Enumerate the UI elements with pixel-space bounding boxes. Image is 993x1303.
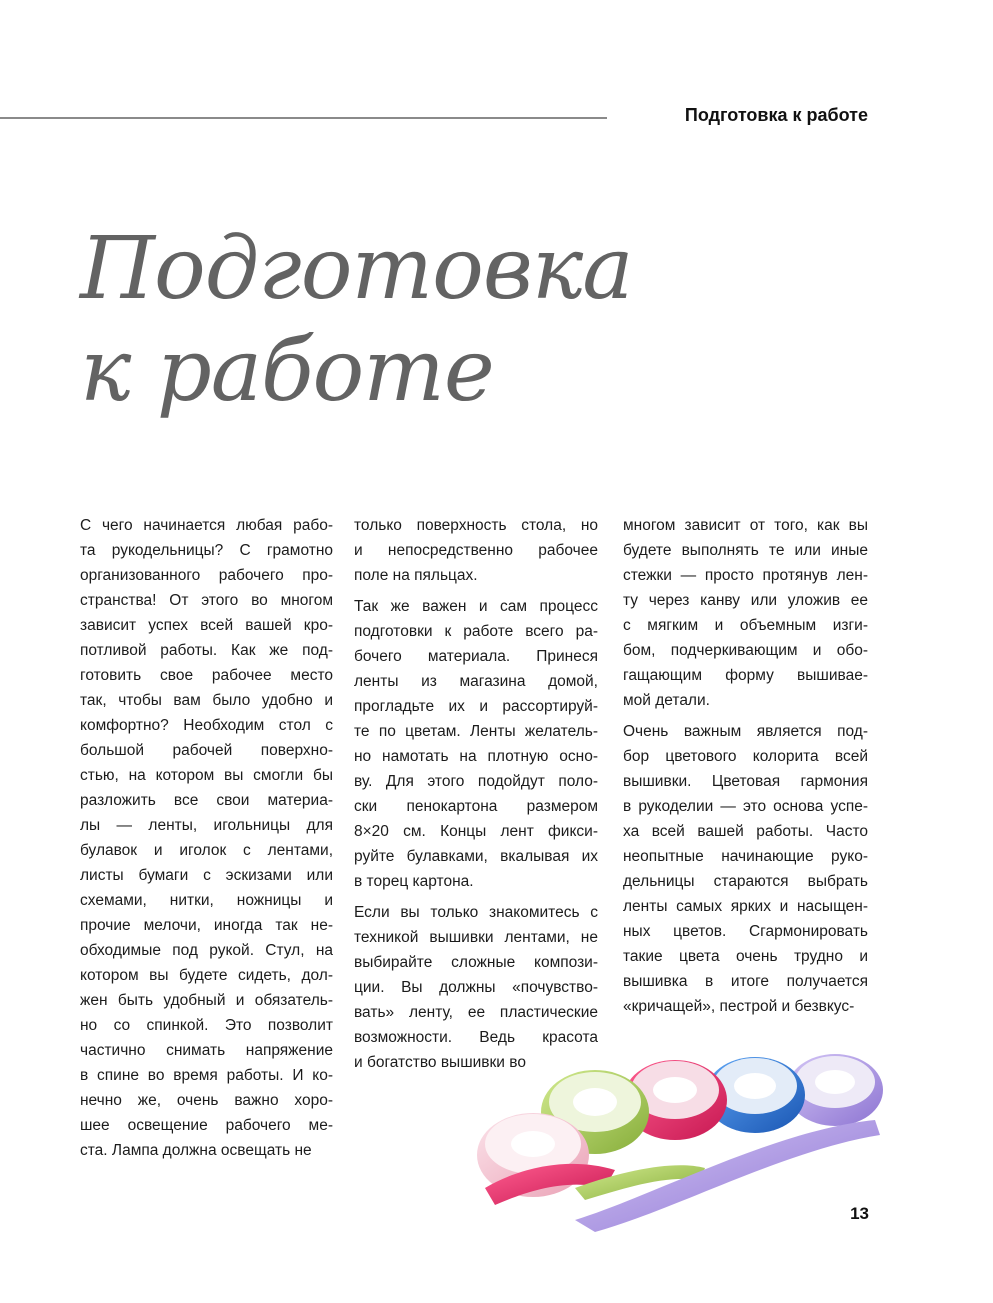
text-line: ных цветов. Сгармонировать [623, 923, 868, 940]
text-line: лы — ленты, игольницы для [80, 817, 333, 834]
chapter-title-line-2: к работе [80, 321, 494, 421]
text-line: ту через канву или уложив ее [623, 592, 868, 609]
ribbon-spools-photo [455, 1020, 885, 1235]
text-line: в торец картона. [354, 873, 474, 890]
text-line: ски пенокартона размером [354, 798, 598, 815]
text-line: и непосредственно рабочее [354, 542, 598, 559]
text-line: жен быть удобный и обязатель- [80, 992, 333, 1009]
text-line: ленты самых ярких и насыщен- [623, 898, 868, 915]
text-line: с мягким и объемным изги- [623, 617, 868, 634]
text-line: Так же важен и сам процесс [354, 598, 598, 615]
text-line: те по цветам. Ленты желатель- [354, 723, 598, 740]
text-line: обходимые под рукой. Стул, на [80, 942, 333, 959]
text-line: нечно же, очень важно хоро- [80, 1092, 333, 1109]
text-line: выбирайте сложные компози- [354, 954, 598, 971]
text-line: подготовки к работе всего ра- [354, 623, 598, 640]
text-column-2 [354, 513, 598, 1075]
text-line: ву. Для этого подойдут поло- [354, 773, 598, 790]
text-line: прогладьте их и рассортируй- [354, 698, 598, 715]
text-line: прочие мелочи, иногда так не- [80, 917, 333, 934]
text-line: дельницы стараются выбрать [623, 873, 868, 890]
text-line: и богатство вышивки во [354, 1054, 526, 1071]
text-line: 8×20 см. Концы лент фикси- [354, 823, 598, 840]
text-line: стью, на котором вы смогли бы [80, 767, 333, 784]
text-line: котором вы будете сидеть, дол- [80, 967, 333, 984]
text-line: бочего материала. Принеся [354, 648, 598, 665]
text-line: поле на пяльцах. [354, 567, 478, 584]
text-line: та рукодельницы? С грамотно [80, 542, 333, 559]
text-line: так, чтобы вам было удобно и [80, 692, 333, 709]
text-line: комфортно? Необходим стол с [80, 717, 333, 734]
text-line: вать» ленту, ее пластические [354, 1004, 598, 1021]
text-line: но со спинкой. Это позволит [80, 1017, 333, 1034]
text-line: бор цветового колорита всей [623, 748, 868, 765]
text-line: готовить свое рабочее место [80, 667, 333, 684]
paragraph [354, 513, 598, 588]
text-line: организованного рабочего про- [80, 567, 333, 584]
text-line: «кричащей», пестрой и безвкус- [623, 998, 855, 1015]
chapter-title [80, 218, 633, 422]
text-line: большой рабочей поверхно- [80, 742, 333, 759]
text-line: возможности. Ведь красота [354, 1029, 598, 1046]
text-line: ции. Вы должны «почувство- [354, 979, 598, 996]
chapter-title-line-1: Подготовка [80, 219, 633, 319]
running-header: Подготовка к работе [684, 105, 868, 125]
text-column-1 [80, 513, 333, 1163]
text-line: вышивка в итоге получается [623, 973, 868, 990]
text-line: такие цвета очень трудно и [623, 948, 868, 965]
text-line: С чего начинается любая рабо- [80, 517, 333, 534]
text-line: разложить все свои материа- [80, 792, 333, 809]
text-line: но намотать на плотную осно- [354, 748, 598, 765]
text-column-3 [623, 513, 868, 1019]
text-line: схемами, нитки, ножницы и [80, 892, 333, 909]
text-line: частично снимать напряжение [80, 1042, 333, 1059]
text-line: многом зависит от того, как вы [623, 517, 868, 534]
text-line: булавок и иголок с лентами, [80, 842, 333, 859]
text-line: странства! От этого во многом [80, 592, 333, 609]
text-line: потливой работы. Как же под- [80, 642, 333, 659]
paragraph [80, 513, 333, 1163]
text-line: мой детали. [623, 692, 710, 709]
text-line: только поверхность стола, но [354, 517, 598, 534]
paragraph [623, 719, 868, 1019]
text-line: стежки — просто протянув лен- [623, 567, 868, 584]
text-line: неопытные начинающие руко- [623, 848, 868, 865]
text-line: листы бумаги с эскизами или [80, 867, 333, 884]
header-rule [0, 117, 607, 119]
text-line: будете выполнять те или иные [623, 542, 868, 559]
text-line: техникой вышивки лентами, не [354, 929, 598, 946]
text-line: руйте булавками, вкалывая их [354, 848, 598, 865]
page-number: 13 [850, 1204, 869, 1223]
text-line: Очень важным является под- [623, 723, 868, 740]
text-line: вышивки. Цветовая гармония [623, 773, 868, 790]
text-line: в рукоделии — это основа успе- [623, 798, 868, 815]
text-line: ха всей вашей работы. Часто [623, 823, 868, 840]
text-line: ленты из магазина домой, [354, 673, 598, 690]
text-line: зависит успех всей вашей кро- [80, 617, 333, 634]
text-line: шее освещение рабочего ме- [80, 1117, 333, 1134]
paragraph [623, 513, 868, 713]
text-line: Если вы только знакомитесь с [354, 904, 598, 921]
text-line: гащающим форму вышивае- [623, 667, 868, 684]
text-line: ста. Лампа должна освещать не [80, 1142, 312, 1159]
text-line: бом, подчеркивающим и обо- [623, 642, 868, 659]
paragraph [354, 594, 598, 894]
text-line: в спине во время работы. И ко- [80, 1067, 333, 1084]
